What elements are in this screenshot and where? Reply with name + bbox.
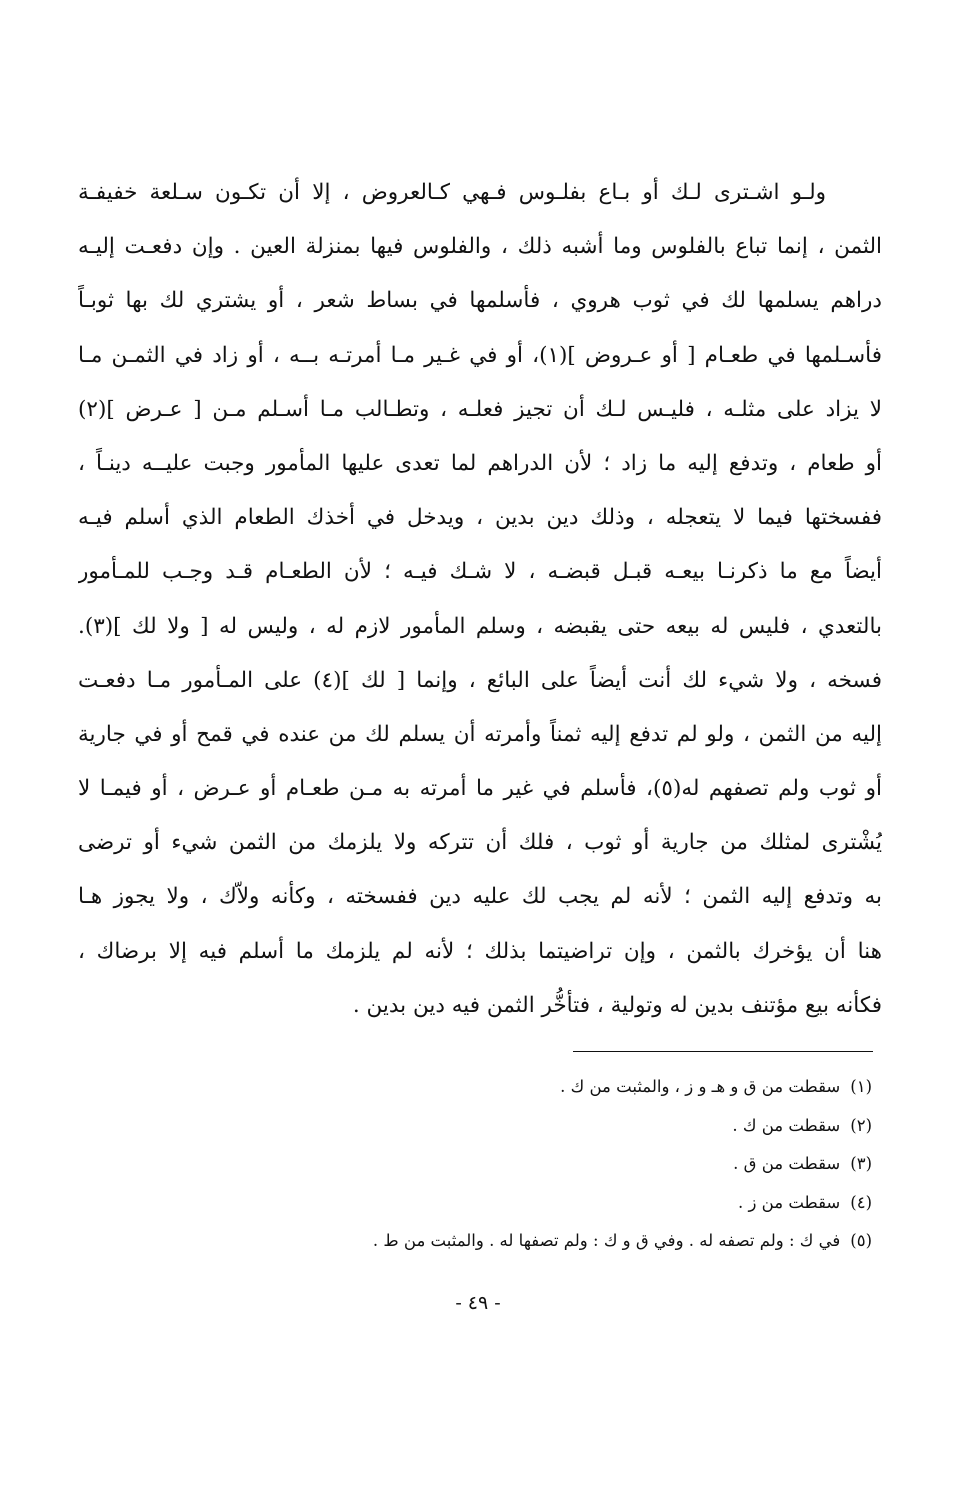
footnote-number: (٥) xyxy=(850,1231,872,1250)
footnote-item xyxy=(272,1145,872,1184)
footnote-item xyxy=(272,1222,872,1261)
page-number: - ٤٩ - xyxy=(455,1292,501,1314)
text-line: إليه من الثمن ، ولو لم تدفع إليه ثمناً وأمرته أن يسلم لك من عنده في قمح أو في جارية xyxy=(78,721,882,747)
text-line: أو طعام ، وتدفع إليه ما زاد ؛ لأن الدراهم لما تعدى عليها المأمور وجبت عليــه دينـاً ، xyxy=(78,450,882,476)
footnote-text: سقطت من ق . xyxy=(733,1154,841,1173)
text-line: يُشْترى لمثلك من جارية أو ثوب ، فلك أن تتركه ولا يلزمك من الثمن شيء أو ترضى xyxy=(78,830,882,856)
text-line: أيضاً مع ما ذكرنـا بيعـه قبـل قبضـه ، لا شـك فيـه ؛ لأن الطعـام قـد وجـب للمـأمور xyxy=(78,559,882,585)
text-line: فسخه ، ولا شيء لك أنت أيضاً على البائع ، وإنما [ لك ](٤) على المـأمور مـا دفعـت xyxy=(78,667,882,693)
text-line: ولـو اشـترى لـك أو بـاع بفلـوس فـهي كـالعروض ، إلا أن تكـون سـلعة خفيفـة xyxy=(78,180,826,205)
text-line: فكأنه بيع مؤتنف بدين له وتولية ، فتأخُّر الثمن فيه دين بدين . xyxy=(352,992,882,1018)
footnote-number: (٢) xyxy=(850,1115,872,1135)
footnotes-list xyxy=(272,1068,872,1261)
footnote-number: (١) xyxy=(850,1077,872,1096)
text-line: لا يزاد على مثلـه ، فليـس لـك أن تجيز فعلـه ، وتطـالب مـا أسـلم مـن [ عـرض ](٢) xyxy=(78,396,882,422)
text-line: الثمن ، إنما تباع بالفلوس وما أشبه ذلك ، والفلوس فيها بمنزلة العين . وإن دفعـت إليـه xyxy=(78,234,882,260)
text-line: أو ثوب ولم تصفهم له(٥)، فأسلم في غير ما أمرته به مـن طعـام أو عـرض ، أو فيمـا لا xyxy=(78,776,882,802)
text-line: به وتدفع إليه الثمن ؛ لأنه لم يجب لك عليه دين ففسخته ، وكأنه ولاّك ، ولا يجوز هـا xyxy=(78,884,882,910)
footnote-text: سقطت من ك . xyxy=(732,1115,841,1135)
footnote-number: (٤) xyxy=(850,1192,872,1212)
footnote-divider xyxy=(573,1051,873,1052)
text-line: بالتعدي ، فليس له بيعه حتى يقبضه ، وسلم المأمور لازم له ، وليس له [ ولا لك ](٣). xyxy=(78,613,882,639)
text-line: فأسـلمها في طعـام [ أو عـروض ](١)، أو في غـير مـا أمرتـه بــه ، أو زاد في الثمـن مـا xyxy=(78,342,882,368)
text-line: هنا أن يؤخرك بالثمن ، وإن تراضيتما بذلك ؛ لأنه لم يلزمك ما أسلم فيه إلا برضاك ، xyxy=(78,938,882,964)
footnote-item xyxy=(272,1068,872,1107)
text-line: ففسختها فيما لا يتعجله ، وذلك دين بدين ، ويدخل في أخذك الطعام الذي أسلم فيـه xyxy=(78,505,882,531)
footnote-item xyxy=(272,1184,872,1223)
footnote-text: سقطت من ز . xyxy=(737,1192,841,1212)
footnote-text: سقطت من ق و هـ و ز ، والمثبت من ك . xyxy=(560,1077,841,1096)
main-text-block xyxy=(78,166,882,1033)
footnote-number: (٣) xyxy=(850,1154,872,1173)
footnote-item xyxy=(272,1107,872,1146)
footnote-text: في ك : ولم تصفه له . وفي ق و ك : ولم تصفها له . والمثبت من ط . xyxy=(372,1231,841,1250)
text-line: دراهم يسلمها لك في ثوب هروي ، فأسلمها في بساط شعر ، أو يشتري لك بها ثوبـاً xyxy=(78,288,882,314)
